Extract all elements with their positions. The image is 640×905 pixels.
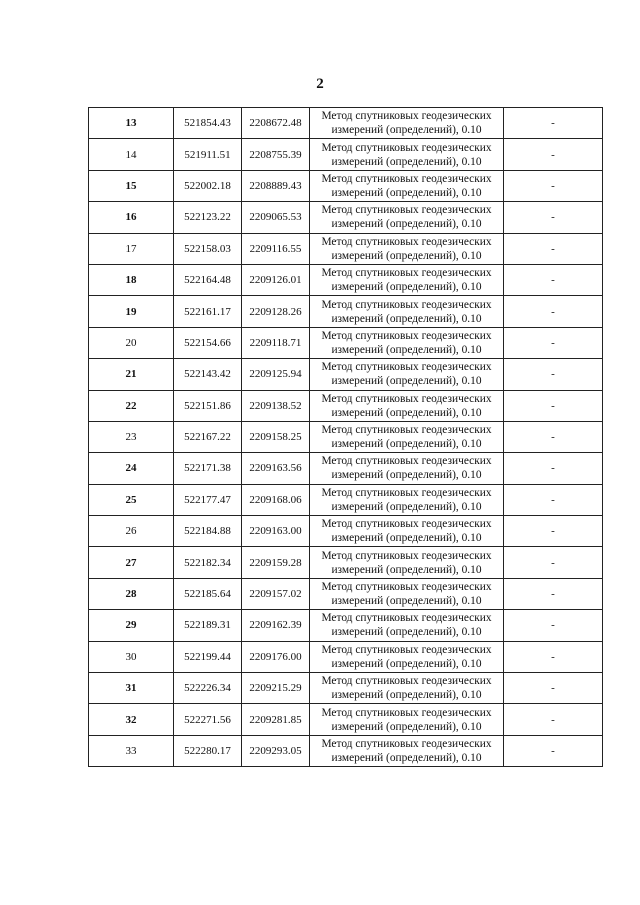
method-line-2: измерений (определений), 0.10	[331, 689, 482, 702]
table-row	[89, 327, 603, 358]
x-coordinate-cell: 522177.47	[174, 484, 242, 515]
coordinates-table-body	[89, 108, 603, 767]
empty-value-cell: -	[504, 296, 603, 327]
x-coordinate-cell: 522161.17	[174, 296, 242, 327]
method-line-1: Метод спутниковых геодезических	[321, 172, 492, 185]
point-number-cell: 25	[89, 484, 174, 515]
method-line-1: Метод спутниковых геодезических	[321, 424, 492, 437]
method-cell	[310, 735, 504, 766]
y-coordinate-cell: 2209126.01	[242, 264, 310, 295]
empty-value-cell: -	[504, 202, 603, 233]
point-number-cell: 20	[89, 327, 174, 358]
method-line-2: измерений (определений), 0.10	[331, 375, 482, 388]
y-coordinate-cell: 2209176.00	[242, 641, 310, 672]
method-line-1: Метод спутниковых геодезических	[321, 738, 492, 750]
method-line-2: измерений (определений), 0.10	[331, 155, 482, 168]
point-number-cell: 16	[89, 202, 174, 233]
point-number-cell: 21	[89, 359, 174, 390]
y-coordinate-cell: 2209128.26	[242, 296, 310, 327]
table-row	[89, 390, 603, 421]
method-line-2: измерений (определений), 0.10	[331, 720, 482, 733]
method-line-2: измерений (определений), 0.10	[331, 249, 482, 262]
empty-value-cell: -	[504, 610, 603, 641]
x-coordinate-cell: 522158.03	[174, 233, 242, 264]
empty-value-cell: -	[504, 139, 603, 170]
method-line-2: измерений (определений), 0.10	[331, 752, 482, 764]
method-line-2: измерений (определений), 0.10	[331, 532, 482, 545]
x-coordinate-cell: 522271.56	[174, 704, 242, 735]
x-coordinate-cell: 521854.43	[174, 108, 242, 139]
empty-value-cell: -	[504, 453, 603, 484]
method-cell	[310, 139, 504, 170]
y-coordinate-cell: 2209116.55	[242, 233, 310, 264]
x-coordinate-cell: 522182.34	[174, 547, 242, 578]
method-line-1: Метод спутниковых геодезических	[321, 675, 492, 688]
method-cell	[310, 453, 504, 484]
point-number-cell: 33	[89, 735, 174, 766]
empty-value-cell: -	[504, 327, 603, 358]
method-cell	[310, 202, 504, 233]
y-coordinate-cell: 2209125.94	[242, 359, 310, 390]
y-coordinate-cell: 2208672.48	[242, 108, 310, 139]
x-coordinate-cell: 522185.64	[174, 578, 242, 609]
page-number: 2	[316, 76, 324, 92]
method-line-1: Метод спутниковых геодезических	[321, 706, 492, 719]
empty-value-cell: -	[504, 673, 603, 704]
y-coordinate-cell: 2209168.06	[242, 484, 310, 515]
x-coordinate-cell: 522164.48	[174, 264, 242, 295]
coordinates-table	[88, 107, 603, 767]
x-coordinate-cell: 522154.66	[174, 327, 242, 358]
point-number-cell: 22	[89, 390, 174, 421]
method-cell	[310, 641, 504, 672]
method-line-2: измерений (определений), 0.10	[331, 657, 482, 670]
x-coordinate-cell: 522123.22	[174, 202, 242, 233]
y-coordinate-cell: 2209162.39	[242, 610, 310, 641]
x-coordinate-cell: 522199.44	[174, 641, 242, 672]
y-coordinate-cell: 2209163.56	[242, 453, 310, 484]
y-coordinate-cell: 2209163.00	[242, 516, 310, 547]
table-row	[89, 296, 603, 327]
empty-value-cell: -	[504, 108, 603, 139]
table-row	[89, 233, 603, 264]
method-cell	[310, 296, 504, 327]
empty-value-cell: -	[504, 641, 603, 672]
method-line-1: Метод спутниковых геодезических	[321, 612, 492, 625]
method-cell	[310, 484, 504, 515]
x-coordinate-cell: 522280.17	[174, 735, 242, 766]
empty-value-cell: -	[504, 484, 603, 515]
x-coordinate-cell: 522002.18	[174, 170, 242, 201]
method-line-1: Метод спутниковых геодезических	[321, 392, 492, 405]
point-number-cell: 23	[89, 421, 174, 452]
y-coordinate-cell: 2209118.71	[242, 327, 310, 358]
table-row	[89, 641, 603, 672]
empty-value-cell: -	[504, 264, 603, 295]
table-row	[89, 484, 603, 515]
point-number-cell: 14	[89, 139, 174, 170]
method-cell	[310, 233, 504, 264]
method-cell	[310, 170, 504, 201]
method-line-2: измерений (определений), 0.10	[331, 626, 482, 639]
method-cell	[310, 704, 504, 735]
empty-value-cell: -	[504, 359, 603, 390]
point-number-cell: 19	[89, 296, 174, 327]
table-row	[89, 735, 603, 766]
empty-value-cell: -	[504, 578, 603, 609]
y-coordinate-cell: 2209215.29	[242, 673, 310, 704]
method-cell	[310, 578, 504, 609]
point-number-cell: 29	[89, 610, 174, 641]
method-cell	[310, 610, 504, 641]
method-line-1: Метод спутниковых геодезических	[321, 549, 492, 562]
table-row	[89, 359, 603, 390]
empty-value-cell: -	[504, 390, 603, 421]
point-number-cell: 31	[89, 673, 174, 704]
method-line-2: измерений (определений), 0.10	[331, 312, 482, 325]
empty-value-cell: -	[504, 704, 603, 735]
point-number-cell: 30	[89, 641, 174, 672]
x-coordinate-cell: 522151.86	[174, 390, 242, 421]
method-line-1: Метод спутниковых геодезических	[321, 110, 492, 123]
method-line-1: Метод спутниковых геодезических	[321, 486, 492, 499]
x-coordinate-cell: 522143.42	[174, 359, 242, 390]
table-row	[89, 264, 603, 295]
method-line-2: измерений (определений), 0.10	[331, 218, 482, 231]
y-coordinate-cell: 2209138.52	[242, 390, 310, 421]
table-row	[89, 516, 603, 547]
method-line-1: Метод спутниковых геодезических	[321, 235, 492, 248]
method-cell	[310, 108, 504, 139]
table-row	[89, 704, 603, 735]
point-number-cell: 27	[89, 547, 174, 578]
table-row	[89, 421, 603, 452]
point-number-cell: 26	[89, 516, 174, 547]
empty-value-cell: -	[504, 516, 603, 547]
table-row	[89, 202, 603, 233]
y-coordinate-cell: 2209065.53	[242, 202, 310, 233]
method-line-2: измерений (определений), 0.10	[331, 563, 482, 576]
x-coordinate-cell: 522189.31	[174, 610, 242, 641]
method-line-1: Метод спутниковых геодезических	[321, 361, 492, 374]
table-row	[89, 108, 603, 139]
method-line-1: Метод спутниковых геодезических	[321, 141, 492, 154]
table-row	[89, 453, 603, 484]
empty-value-cell: -	[504, 421, 603, 452]
method-line-2: измерений (определений), 0.10	[331, 595, 482, 608]
method-line-2: измерений (определений), 0.10	[331, 281, 482, 294]
y-coordinate-cell: 2208755.39	[242, 139, 310, 170]
x-coordinate-cell: 522184.88	[174, 516, 242, 547]
method-line-1: Метод спутниковых геодезических	[321, 518, 492, 531]
method-line-1: Метод спутниковых геодезических	[321, 267, 492, 280]
method-cell	[310, 327, 504, 358]
method-cell	[310, 516, 504, 547]
point-number-cell: 13	[89, 108, 174, 139]
point-number-cell: 24	[89, 453, 174, 484]
method-line-1: Метод спутниковых геодезических	[321, 204, 492, 217]
y-coordinate-cell: 2209158.25	[242, 421, 310, 452]
point-number-cell: 32	[89, 704, 174, 735]
method-line-1: Метод спутниковых геодезических	[321, 329, 492, 342]
empty-value-cell: -	[504, 547, 603, 578]
method-line-2: измерений (определений), 0.10	[331, 343, 482, 356]
method-line-2: измерений (определений), 0.10	[331, 469, 482, 482]
method-cell	[310, 547, 504, 578]
empty-value-cell: -	[504, 735, 603, 766]
table-row	[89, 547, 603, 578]
method-cell	[310, 421, 504, 452]
point-number-cell: 17	[89, 233, 174, 264]
method-line-2: измерений (определений), 0.10	[331, 124, 482, 137]
method-line-2: измерений (определений), 0.10	[331, 438, 482, 451]
y-coordinate-cell: 2208889.43	[242, 170, 310, 201]
x-coordinate-cell: 522171.38	[174, 453, 242, 484]
y-coordinate-cell: 2209293.05	[242, 735, 310, 766]
method-cell	[310, 359, 504, 390]
method-line-2: измерений (определений), 0.10	[331, 500, 482, 513]
empty-value-cell: -	[504, 233, 603, 264]
method-line-1: Метод спутниковых геодезических	[321, 455, 492, 468]
table-row	[89, 673, 603, 704]
y-coordinate-cell: 2209281.85	[242, 704, 310, 735]
table-row	[89, 139, 603, 170]
x-coordinate-cell: 522167.22	[174, 421, 242, 452]
method-line-1: Метод спутниковых геодезических	[321, 581, 492, 594]
method-line-2: измерений (определений), 0.10	[331, 406, 482, 419]
x-coordinate-cell: 521911.51	[174, 139, 242, 170]
table-row	[89, 578, 603, 609]
method-line-2: измерений (определений), 0.10	[331, 186, 482, 199]
table-row	[89, 610, 603, 641]
y-coordinate-cell: 2209159.28	[242, 547, 310, 578]
y-coordinate-cell: 2209157.02	[242, 578, 310, 609]
point-number-cell: 15	[89, 170, 174, 201]
x-coordinate-cell: 522226.34	[174, 673, 242, 704]
point-number-cell: 18	[89, 264, 174, 295]
method-cell	[310, 673, 504, 704]
method-cell	[310, 264, 504, 295]
method-cell	[310, 390, 504, 421]
method-line-1: Метод спутниковых геодезических	[321, 298, 492, 311]
point-number-cell: 28	[89, 578, 174, 609]
method-line-1: Метод спутниковых геодезических	[321, 643, 492, 656]
table-row	[89, 170, 603, 201]
empty-value-cell: -	[504, 170, 603, 201]
